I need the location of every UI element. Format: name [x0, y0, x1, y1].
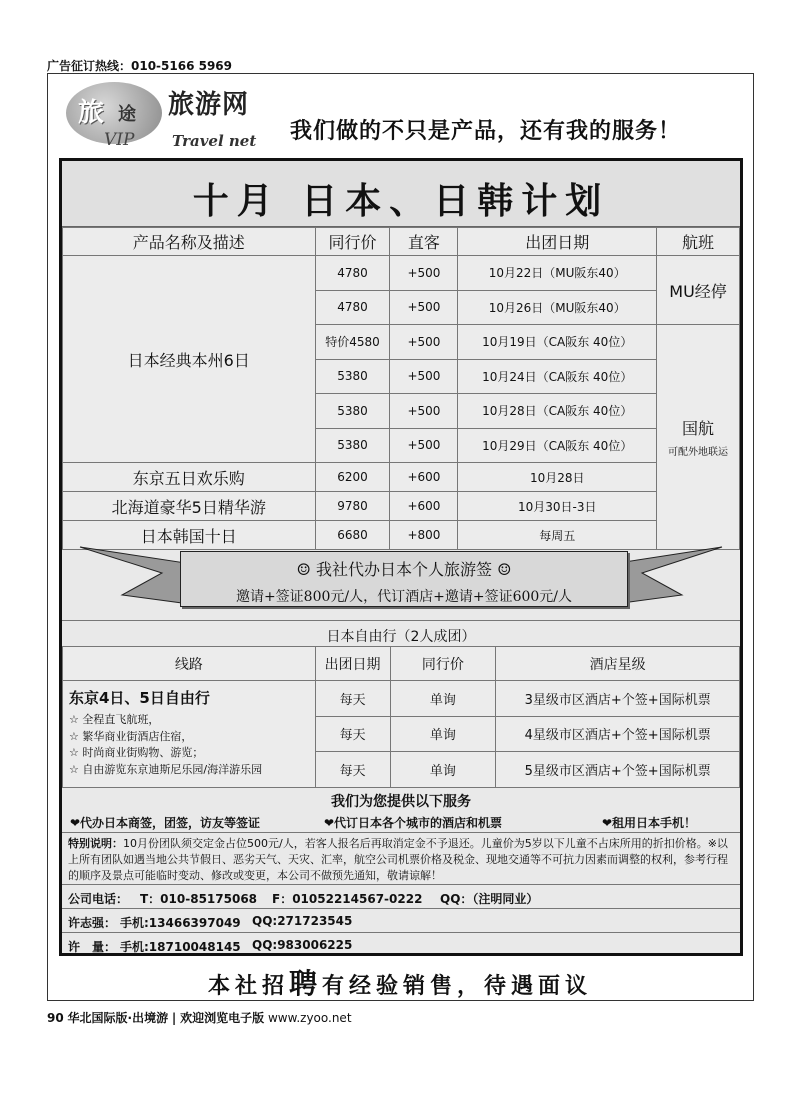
trade-price: 5380 — [315, 428, 390, 463]
col-header-trade-price: 同行价 — [390, 647, 496, 681]
table-header-row — [63, 228, 740, 256]
retail-price: +600 — [390, 463, 458, 492]
col-header-trade-price: 同行价 — [315, 228, 390, 256]
banner-line1: ☺ 我社代办日本个人旅游签 ☺ — [296, 560, 512, 579]
trade-price: 单询 — [390, 681, 496, 717]
notice-text: 10月份团队须交定金占位500元/人，若客人报名后再取消定金不予退还。儿童价为5岁以下儿童不占床所用的折扣价格。※以上所有团队如遇当地公共节假日、恶劣天气、天灾、汇率，航空公司机票价格及税金、现地交通等不可抗力因素而调整的权利，参考行程的顺序及景点可能临时变动、修改或变更，本公司不做预先通知，敬请谅解！ — [68, 837, 728, 882]
depart-date: 10月26日（MU阪东40） — [458, 290, 657, 325]
banner-line2: 邀请+签证800元/人，代订酒店+邀请+签证600元/人 — [235, 589, 573, 605]
footer-section: 华北国际版·出境游 — [67, 1011, 169, 1025]
trade-price: 单询 — [390, 752, 496, 788]
services-title: 我们为您提供以下服务 — [331, 794, 471, 810]
recruit-post: 有经验销售，待遇面议 — [322, 974, 593, 999]
title-bar — [62, 161, 740, 227]
product-name: 东京五日欢乐购 — [63, 463, 316, 492]
depart-date: 每天 — [315, 681, 390, 717]
route-cell — [63, 681, 316, 788]
table-row — [63, 463, 740, 492]
trade-price: 5380 — [315, 359, 390, 394]
trade-price: 6680 — [315, 521, 390, 550]
contact-phone: 手机:13466397049 — [120, 916, 241, 930]
depart-date: 10月29日（CA阪东 40位） — [458, 428, 657, 463]
contact-name: 许志强： — [68, 916, 117, 930]
route-item: ☆ 繁华商业街酒店住宿， — [69, 729, 193, 743]
services-list — [62, 812, 740, 832]
trade-price: 9780 — [315, 492, 390, 521]
ad-main-panel — [59, 158, 743, 956]
col-header-date: 出团日期 — [315, 647, 390, 681]
route-title: 东京4日、5日自由行 — [69, 689, 210, 707]
service-item: ❤租用日本手机！ — [602, 816, 697, 830]
contact-row-person — [62, 908, 740, 932]
depart-date: 10月28日 — [458, 463, 657, 492]
footer-divider: | — [171, 1011, 177, 1025]
trade-price: 特价4580 — [315, 325, 390, 360]
table-row — [63, 492, 740, 521]
depart-date: 10月30日-3日 — [458, 492, 657, 521]
page-title: 十月 日本、日韩计划 — [192, 180, 610, 222]
col-header-date: 出团日期 — [458, 228, 657, 256]
flight-mu: MU经停 — [657, 256, 740, 325]
flight-note: 可配外地联运 — [668, 447, 729, 458]
contact-fax: F：01052214567-0222 — [272, 892, 423, 906]
depart-date: 10月24日（CA阪东 40位） — [458, 359, 657, 394]
product-name: 日本经典本州6日 — [63, 256, 316, 463]
retail-price: +600 — [390, 492, 458, 521]
depart-date: 10月22日（MU阪东40） — [458, 256, 657, 291]
contact-row-person — [62, 932, 740, 956]
depart-date: 每天 — [315, 752, 390, 788]
trade-price: 4780 — [315, 256, 390, 291]
logo-en-text: Travel net — [172, 132, 257, 150]
hotel-level: 3星级市区酒店+个签+国际机票 — [496, 681, 740, 717]
service-item: ❤代订日本各个城市的酒店和机票 — [324, 816, 503, 830]
depart-date: 10月19日（CA阪东 40位） — [458, 325, 657, 360]
depart-date: 每天 — [315, 716, 390, 752]
depart-date: 每周五 — [458, 521, 657, 550]
depart-date: 10月28日（CA阪东 40位） — [458, 394, 657, 429]
contact-row-company — [62, 884, 740, 908]
hotel-level: 5星级市区酒店+个签+国际机票 — [496, 752, 740, 788]
slogan: 我们做的不只是产品，还有我的服务！ — [290, 119, 682, 144]
logo — [60, 80, 280, 152]
route-item: ☆ 时尚商业街购物、游览； — [69, 746, 204, 759]
retail-price: +500 — [390, 428, 458, 463]
table-header-row — [63, 647, 740, 681]
product-name: 日本韩国十日 — [63, 521, 316, 550]
footer-tagline: 欢迎浏览电子版 — [180, 1011, 265, 1025]
retail-price: +500 — [390, 359, 458, 394]
contact-qq: QQ:983006225 — [252, 938, 353, 952]
visa-banner — [62, 545, 740, 611]
contact-phone: 手机:18710048145 — [120, 940, 241, 954]
route-item: ☆ 全程直飞航班， — [69, 713, 160, 726]
logo-cn-text: 旅游网 — [168, 90, 250, 120]
route-item: ☆ 自由游览东京迪斯尼乐园/海洋游乐园 — [69, 762, 263, 776]
notice-label: 特别说明： — [68, 837, 123, 850]
flight-air-china — [657, 325, 740, 550]
trade-price: 4780 — [315, 290, 390, 325]
trade-price: 单询 — [390, 716, 496, 752]
contact-name: 许 量： — [68, 940, 117, 954]
hotel-level: 4星级市区酒店+个签+国际机票 — [496, 716, 740, 752]
trade-price: 5380 — [315, 394, 390, 429]
retail-price: +500 — [390, 394, 458, 429]
col-header-flight: 航班 — [657, 228, 740, 256]
retail-price: +500 — [390, 325, 458, 360]
col-header-route: 线路 — [63, 647, 316, 681]
ad-hotline: 广告征订热线：010-5166 5969 — [47, 59, 233, 73]
page-number: 90 — [47, 1011, 64, 1025]
free-travel-title: 日本自由行（2人成团） — [62, 620, 740, 646]
recruit-line — [0, 962, 800, 1002]
page-footer — [47, 1009, 352, 1026]
trade-price: 6200 — [315, 463, 390, 492]
product-name: 北海道豪华5日精华游 — [63, 492, 316, 521]
col-header-retail: 直客 — [390, 228, 458, 256]
contact-phone: T：010-85175068 — [140, 892, 258, 906]
footer-site-link[interactable]: www.zyoo.net — [267, 1011, 352, 1025]
logo-badge-char1: 旅 — [78, 98, 105, 128]
contact-qq: QQ:271723545 — [252, 914, 353, 928]
recruit-pre: 本社招 — [207, 974, 289, 999]
recruit-big: 聘 — [288, 967, 322, 1000]
contact-qq: QQ：（注明同业） — [440, 892, 539, 906]
col-header-product: 产品名称及描述 — [63, 228, 316, 256]
retail-price: +800 — [390, 521, 458, 550]
logo-vip-text: VIP — [104, 130, 135, 150]
contact-name: 公司电话： — [68, 892, 129, 906]
col-header-hotel: 酒店星级 — [496, 647, 740, 681]
table-row — [63, 256, 740, 291]
free-travel-table — [62, 646, 740, 788]
japan-tour-table — [62, 227, 740, 550]
special-notice — [62, 832, 740, 884]
table-row — [63, 681, 740, 717]
banner-box — [180, 551, 628, 607]
service-item: ❤代办日本商签，团签，访友等签证 — [70, 816, 261, 830]
retail-price: +500 — [390, 256, 458, 291]
retail-price: +500 — [390, 290, 458, 325]
logo-badge-char2: 途 — [118, 104, 136, 125]
flight-guohang: 国航 — [682, 419, 715, 438]
